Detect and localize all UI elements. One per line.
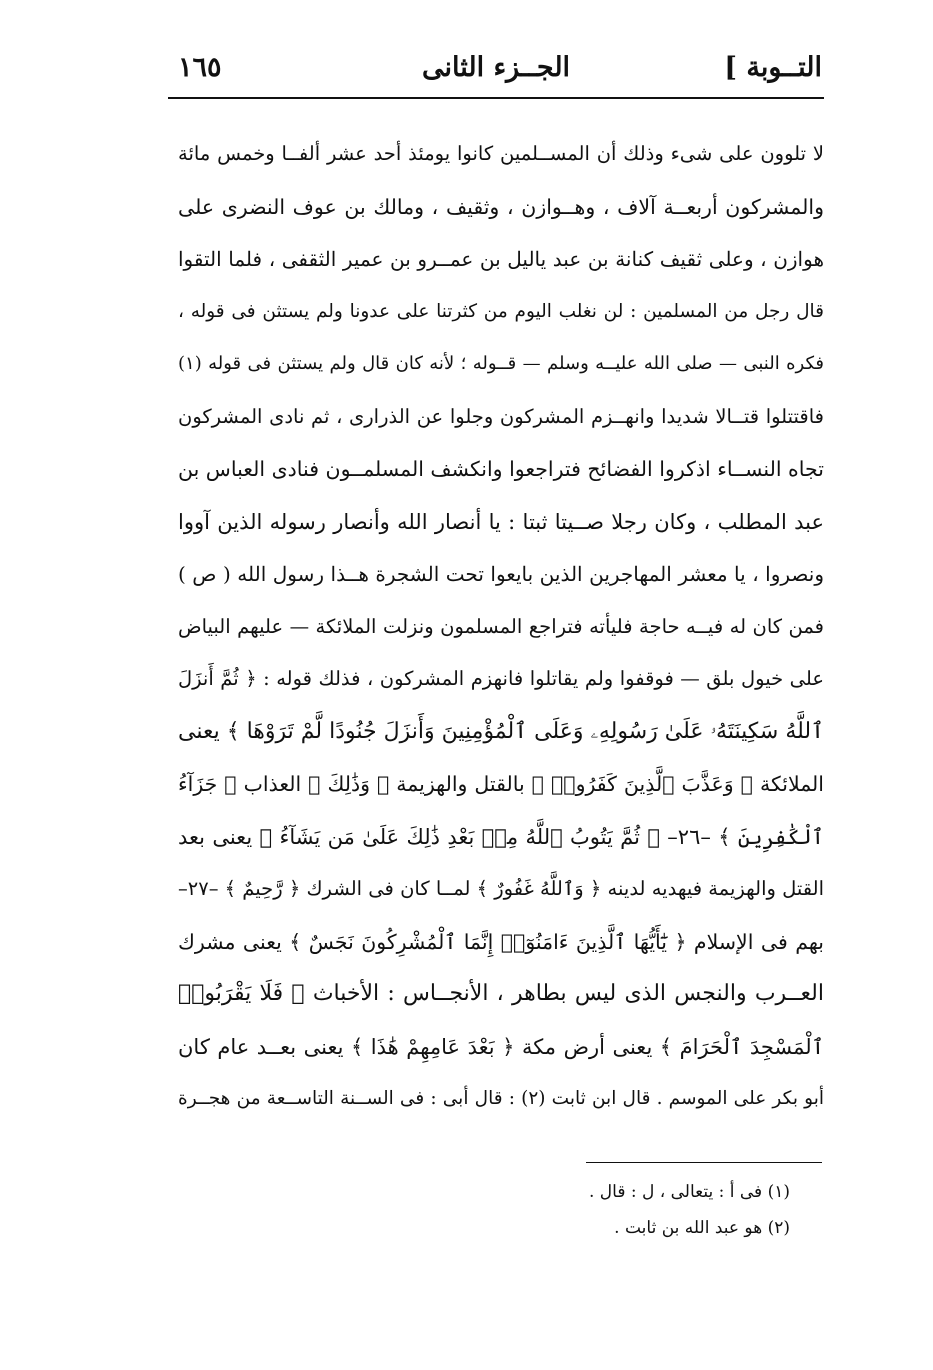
text-line: لا تلوون على شىء وذلك أن المســلمين كانوا يومئذ أحد عشر ألفــا وخمس مائة: [178, 142, 824, 165]
main-text: [178, 128, 824, 1126]
text-line: والمشركون أربعــة آلاف ، وهــوازن ، وثقيف ، ومالك بن عوف النضرى على: [178, 194, 824, 219]
quran-verse-line: بهم فى الإسلام ﴿ يَٰٓأَيُّهَا ٱلَّذِينَ ءَامَنُوٓا۟ إِنَّمَا ٱلْمُشْرِكُونَ نَجَسٌ ﴾ يعنى مشرك: [178, 929, 824, 954]
page-number: ١٦٥: [178, 52, 222, 83]
text-line: الملائكة ﴿ وَعَذَّبَ ٱلَّذِينَ كَفَرُوا۟ ﴾ بالقتل والهزيمة ﴿ وَذَٰلِكَ ﴾ العذاب ﴿ جَزَآءُ: [178, 772, 824, 796]
page-header: [170, 48, 822, 94]
text-line: أبو بكر على الموسم . قال ابن ثابت (٢) : قال أبى : فى الســنة التاســعة من هجــرة: [178, 1088, 824, 1109]
quran-verse-line: ٱللَّهُ سَكِينَتَهُۥ عَلَىٰ رَسُولِهِۦ وَعَلَى ٱلْمُؤْمِنِينَ وَأَنزَلَ جُنُودًا لَّمْ تَرَوْهَا ﴾ يعنى: [178, 718, 824, 744]
quran-verse-line: ٱلْمَسْجِدَ ٱلْحَرَامَ ﴾ يعنى أرض مكة ﴿ بَعْدَ عَامِهِمْ هَٰذَا ﴾ يعنى بعــد عام كان: [178, 1034, 824, 1059]
quran-verse-line: ٱلْكَٰفِرِينَ ﴾ –٢٦– ﴿ ثُمَّ يَتُوبُ ٱللَّهُ مِنۢ بَعْدِ ذَٰلِكَ عَلَىٰ مَن يَشَآءُ ﴾ يعنى بعد: [178, 824, 824, 849]
footnote: (١) فى أ : يتعالى ، ل : قال .: [588, 1182, 790, 1202]
footnotes: [400, 1174, 790, 1246]
text-line: العــرب والنجس الذى ليس بطاهر ، الأنجــاس : الأخباث ﴿ فَلَا يَقْرَبُوا۟: [178, 981, 824, 1006]
part-title: الجــزء الثانى: [421, 52, 571, 83]
text-line: فكره النبى — صلى الله عليــه وسلم — قــوله ؛ لأنه كان قال ولم يستثن فى قوله (١): [178, 353, 824, 374]
text-line: هوازن ، وعلى ثقيف كنانة بن عبد ياليل بن عمــرو بن عمير الثقفى ، فلما التقوا: [178, 247, 824, 271]
footnote-divider: [586, 1162, 822, 1163]
sura-title: التــوبة ]: [724, 52, 822, 83]
text-line: ونصروا ، يا معشر المهاجرين الذين بايعوا تحت الشجرة هــذا رسول الله ( ص ): [178, 562, 824, 586]
text-line: تجاه النســاء اذكروا الفضائح فتراجعوا وانكشف المسلمــون فنادى العباس بن: [178, 457, 824, 481]
text-line: القتل والهزيمة فيهديه لدينه ﴿ وَٱللَّهُ غَفُورٌ ﴾ لمــا كان فى الشرك ﴿ رَّحِيمٌ ﴾ –٢٧–: [178, 877, 824, 900]
text-line: قال رجل من المسلمين : لن نغلب اليوم من كثرتنا على عدونا ولم يستثن فى قوله ،: [178, 300, 824, 322]
text-line: عبد المطلب ، وكان رجلا صــيتا ثبتا : يا أنصار الله وأنصار رسوله الذين آووا: [178, 509, 824, 534]
header-divider: [168, 97, 824, 99]
text-line: على خيول بلق — فوقفوا ولم يقاتلوا فانهزم المشركون ، فذلك قوله : ﴿ ثُمَّ أَنزَلَ: [178, 667, 824, 690]
text-line: فمن كان له فيــه حاجة فليأته فتراجع المسلمون ونزلت الملائكة — عليهم البياض: [178, 614, 824, 638]
text-line: فاقتتلوا قتــالا شديدا وانهــزم المشركون وجلوا عن الذرارى ، ثم نادى المشركون: [178, 404, 824, 428]
footnote: (٢) هو عبد الله بن ثابت .: [614, 1218, 790, 1238]
